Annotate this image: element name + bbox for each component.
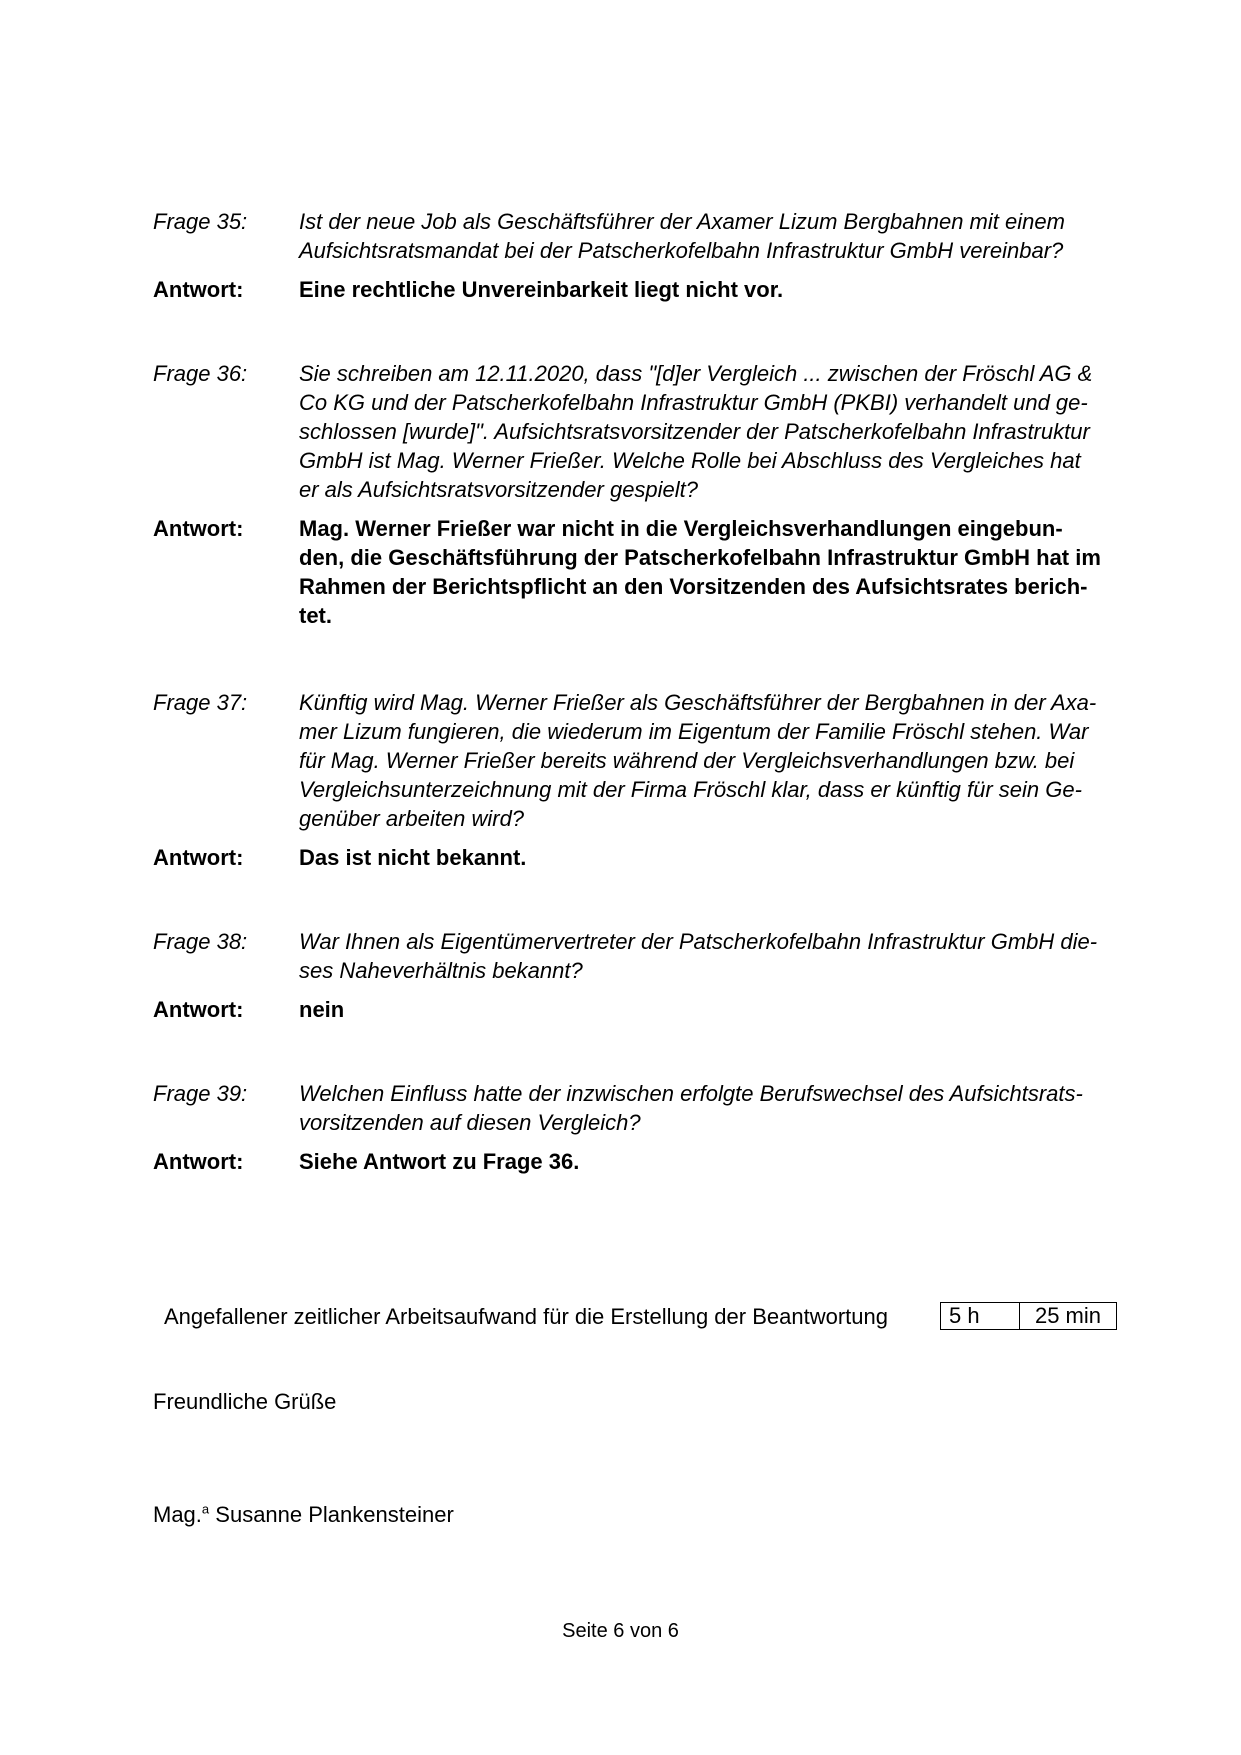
answer-text [299, 843, 1133, 872]
answer-line: Eine rechtliche Unvereinbarkeit liegt nicht vor. [299, 277, 784, 302]
question-label: Frage 39: [153, 1081, 248, 1106]
effort-label: Angefallener zeitlicher Arbeitsaufwand für die Erstellung der Beantwortung [164, 1304, 888, 1329]
answer-line: Siehe Antwort zu Frage 36. [299, 1149, 580, 1174]
question-line: GmbH ist Mag. Werner Frießer. Welche Rolle bei Abschluss des Vergleiches hat [299, 448, 1081, 473]
question-text [299, 927, 1133, 985]
question-line: vorsitzenden auf diesen Vergleich? [299, 1110, 641, 1135]
answer-row [153, 275, 1133, 304]
question-line: genüber arbeiten wird? [299, 806, 525, 831]
answer-label: Antwort: [153, 845, 244, 870]
closing-greeting: Freundliche Grüße [153, 1389, 337, 1414]
question-line: für Mag. Werner Frießer bereits während der Vergleichsverhandlungen bzw. bei [299, 748, 1075, 773]
question-text [299, 1079, 1133, 1137]
question-label: Frage 35: [153, 209, 248, 234]
question-row [153, 688, 1133, 833]
answer-text [299, 275, 1133, 304]
question-line: War Ihnen als Eigentümervertreter der Patscherkofelbahn Infrastruktur GmbH die- [299, 929, 1098, 954]
effort-minutes: 25 min [1020, 1303, 1117, 1330]
answer-row [153, 843, 1133, 872]
answer-text [299, 514, 1133, 630]
answer-label: Antwort: [153, 516, 244, 541]
answer-row [153, 514, 1133, 630]
question-label: Frage 36: [153, 361, 248, 386]
answer-text [299, 995, 1133, 1024]
question-label: Frage 37: [153, 690, 248, 715]
question-line: Co KG und der Patscherkofelbahn Infrastruktur GmbH (PKBI) verhandelt und ge- [299, 390, 1088, 415]
effort-table [940, 1302, 1117, 1330]
answer-line: nein [299, 997, 345, 1022]
answer-line: tet. [299, 603, 332, 628]
question-line: mer Lizum fungieren, die wiederum im Eigentum der Familie Fröschl stehen. War [299, 719, 1089, 744]
answer-label: Antwort: [153, 1149, 244, 1174]
question-line: schlossen [wurde]". Aufsichtsratsvorsitzender der Patscherkofelbahn Infrastruktur [299, 419, 1090, 444]
qa-block-36 [153, 359, 1133, 630]
question-row [153, 927, 1133, 985]
page-number: Seite 6 von 6 [562, 1620, 679, 1642]
answer-line: Rahmen der Berichtspflicht an den Vorsitzenden des Aufsichtsrates berich- [299, 574, 1088, 599]
question-line: Ist der neue Job als Geschäftsführer der Axamer Lizum Bergbahnen mit einem [299, 209, 1065, 234]
signer-title: Mag. [153, 1502, 202, 1527]
question-line: Sie schreiben am 12.11.2020, dass "[d]er Vergleich ... zwischen der Fröschl AG & [299, 361, 1093, 386]
qa-block-38 [153, 927, 1133, 1024]
question-row [153, 1079, 1133, 1137]
signer-name: Susanne Plankensteiner [215, 1502, 454, 1527]
question-line: Welchen Einfluss hatte der inzwischen erfolgte Berufswechsel des Aufsichtsrats- [299, 1081, 1083, 1106]
qa-block-35 [153, 207, 1133, 304]
answer-row [153, 1147, 1133, 1176]
question-row [153, 207, 1133, 265]
effort-row [941, 1303, 1117, 1330]
answer-line: Mag. Werner Frießer war nicht in die Vergleichsverhandlungen eingebun- [299, 516, 1063, 541]
answer-text [299, 1147, 1133, 1176]
signer [153, 1500, 454, 1529]
question-label: Frage 38: [153, 929, 248, 954]
question-text [299, 207, 1133, 265]
question-line: ses Naheverhältnis bekannt? [299, 958, 583, 983]
question-line: Künftig wird Mag. Werner Frießer als Geschäftsführer der Bergbahnen in der Axa- [299, 690, 1097, 715]
qa-block-37 [153, 688, 1133, 872]
question-text [299, 688, 1133, 833]
answer-label: Antwort: [153, 997, 244, 1022]
answer-row [153, 995, 1133, 1024]
qa-block-39 [153, 1079, 1133, 1176]
question-line: Vergleichsunterzeichnung mit der Firma Fröschl klar, dass er künftig für sein Ge- [299, 777, 1082, 802]
question-line: er als Aufsichtsratsvorsitzender gespielt? [299, 477, 699, 502]
question-line: Aufsichtsratsmandat bei der Patscherkofelbahn Infrastruktur GmbH vereinbar? [299, 238, 1064, 263]
question-row [153, 359, 1133, 504]
answer-label: Antwort: [153, 277, 244, 302]
signer-title-sup: a [201, 1501, 210, 1517]
effort-hours: 5 h [941, 1303, 1020, 1330]
question-text [299, 359, 1133, 504]
answer-line: Das ist nicht bekannt. [299, 845, 527, 870]
answer-line: den, die Geschäftsführung der Patscherkofelbahn Infrastruktur GmbH hat im [299, 545, 1101, 570]
